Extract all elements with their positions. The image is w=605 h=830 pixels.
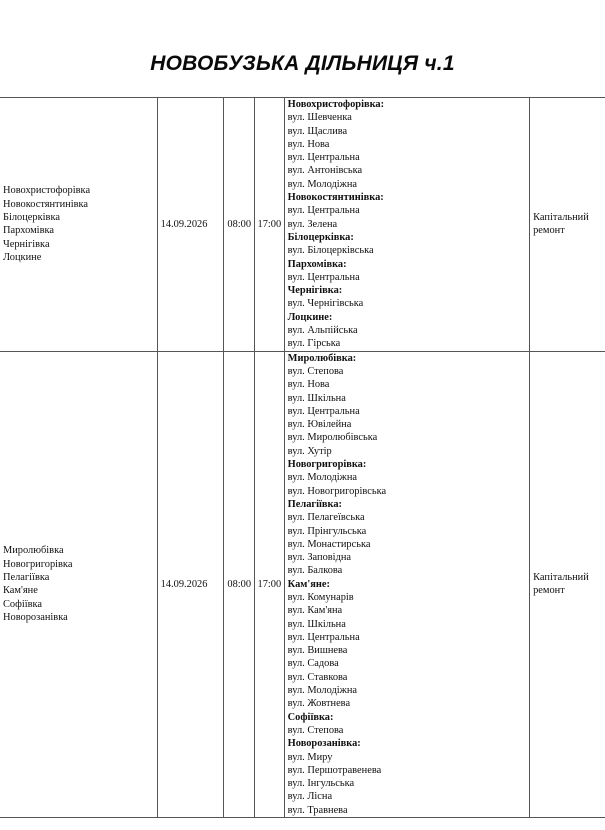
street-item: вул. Хутір	[287, 445, 332, 457]
village-heading: Чернігівка:	[287, 285, 343, 297]
street-item: вул. Молодіжна	[287, 472, 357, 484]
street-item: вул. Шкільна	[287, 392, 346, 404]
streets-cell	[284, 98, 529, 352]
street-item: вул. Центральна	[287, 631, 360, 643]
street-item: вул. Центральна	[287, 271, 360, 283]
street-item: вул. Першотравенева	[287, 764, 382, 776]
reason-text: Капітальний	[533, 572, 589, 584]
street-item: вул. Пелагеївська	[287, 512, 365, 524]
end-time-cell: 17:00	[254, 351, 284, 817]
street-item: вул. Степова	[287, 724, 344, 736]
settlement-name: Новорозанівка	[3, 611, 68, 623]
street-item: вул. Молодіжна	[287, 685, 357, 697]
street-item: вул. Центральна	[287, 205, 360, 217]
streets-cell	[284, 351, 529, 817]
street-item: вул. Інгульська	[287, 778, 355, 790]
settlement-name: Миролюбівка	[3, 545, 64, 557]
village-heading: Миролюбівка:	[287, 352, 357, 364]
street-item: вул. Нова	[287, 379, 330, 391]
street-item: вул. Ювілейна	[287, 419, 352, 431]
settlement-name: Чернігівка	[3, 238, 50, 250]
street-item: вул. Жовтнева	[287, 698, 351, 710]
settlement-name: Новокостянтинівка	[3, 198, 89, 210]
outage-schedule-table	[0, 97, 605, 818]
village-heading: Кам'яне:	[287, 578, 330, 590]
street-item: вул. Садова	[287, 658, 339, 670]
reason-cell	[530, 98, 605, 352]
street-item: вул. Гірська	[287, 338, 341, 350]
reason-cell	[530, 351, 605, 817]
street-item: вул. Центральна	[287, 152, 360, 164]
settlement-name: Кам'яне	[3, 585, 38, 597]
village-heading: Софіївка:	[287, 711, 334, 723]
date-cell: 14.09.2026	[157, 98, 224, 352]
street-item: вул. Центральна	[287, 405, 360, 417]
settlement-name: Лоцкине	[3, 251, 42, 263]
start-time-cell: 08:00	[224, 351, 254, 817]
street-item: вул. Шкільна	[287, 618, 346, 630]
settlement-name: Софіївка	[3, 598, 43, 610]
reason-text: Капітальний	[533, 212, 589, 224]
table-row	[0, 351, 605, 817]
street-item: вул. Новогригорівська	[287, 485, 387, 497]
village-heading: Новохристофорівка:	[287, 99, 385, 110]
settlement-name: Новогригорівка	[3, 558, 73, 570]
street-item: вул. Миролюбівська	[287, 432, 378, 444]
village-heading: Пелагіївка:	[287, 498, 342, 510]
end-time-cell: 17:00	[254, 98, 284, 352]
reason-text: ремонт	[533, 585, 565, 597]
street-item: вул. Степова	[287, 365, 344, 377]
village-heading: Новокостянтинівка:	[287, 192, 384, 204]
street-item: вул. Монастирська	[287, 538, 371, 550]
village-heading: Новогригорівка:	[287, 459, 367, 471]
village-heading: Новорозанівка:	[287, 738, 361, 750]
street-item: вул. Чернігівська	[287, 298, 364, 310]
street-item: вул. Зелена	[287, 218, 338, 230]
street-item: вул. Кам'яна	[287, 605, 343, 617]
reason-text: ремонт	[533, 225, 565, 237]
date-cell: 14.09.2026	[157, 351, 224, 817]
village-heading: Пархомівка:	[287, 258, 347, 270]
settlement-name: Пархомівка	[3, 225, 54, 237]
street-item: вул. Нова	[287, 138, 330, 150]
street-item: вул. Антонівська	[287, 165, 363, 177]
table-row	[0, 98, 605, 352]
settlement-name: Пелагіївка	[3, 572, 50, 584]
start-time-cell: 08:00	[224, 98, 254, 352]
settlement-name: Білоцерківка	[3, 212, 60, 224]
street-item: вул. Молодіжна	[287, 178, 357, 190]
street-item: вул. Щаслива	[287, 125, 348, 137]
street-item: вул. Лісна	[287, 791, 333, 803]
street-item: вул. Вишнева	[287, 645, 348, 657]
street-item: вул. Прінгульська	[287, 525, 367, 537]
street-item: вул. Ставкова	[287, 671, 348, 683]
settlement-name: Новохристофорівка	[3, 185, 91, 197]
street-item: вул. Заповідна	[287, 552, 352, 564]
village-heading: Лоцкине:	[287, 311, 333, 323]
street-item: вул. Шевченка	[287, 112, 352, 124]
street-item: вул. Комунарів	[287, 591, 354, 603]
street-item: вул. Миру	[287, 751, 333, 763]
village-heading: Білоцерківка:	[287, 231, 354, 243]
street-item: вул. Білоцерківська	[287, 245, 374, 257]
settlements-cell	[0, 351, 157, 817]
street-item: вул. Альпійська	[287, 325, 358, 337]
settlements-cell	[0, 98, 157, 352]
page-title: НОВОБУЗЬКА ДІЛЬНИЦЯ ч.1	[150, 52, 455, 75]
street-item: вул. Травнева	[287, 804, 348, 816]
street-item: вул. Балкова	[287, 565, 343, 577]
